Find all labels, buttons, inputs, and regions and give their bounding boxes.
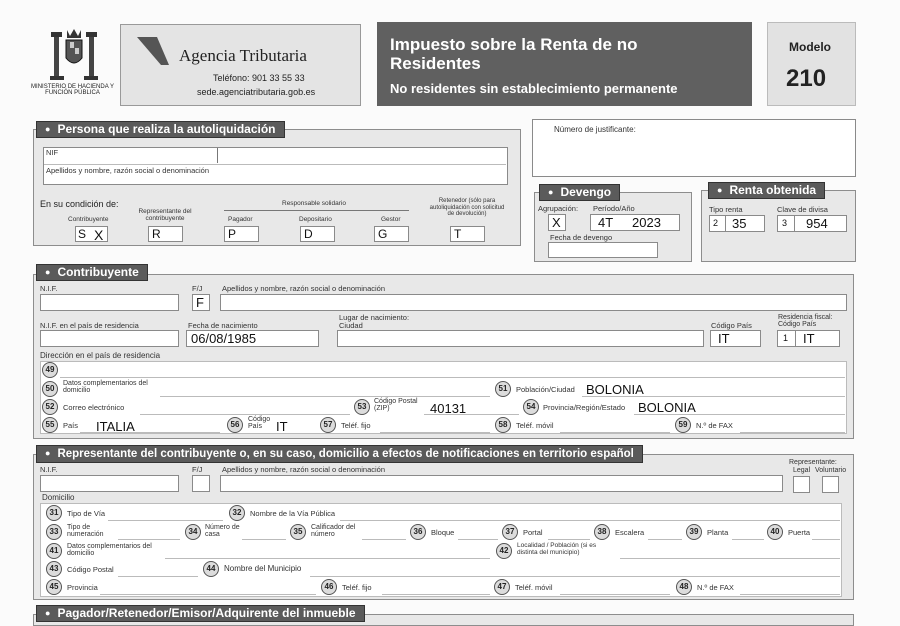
r-puerta-input[interactable] bbox=[812, 524, 840, 540]
c-cp-label: Código Postal (ZIP) bbox=[374, 398, 418, 413]
r-via-label: Tipo de Vía bbox=[67, 509, 106, 518]
r-nombre-via-input[interactable] bbox=[340, 505, 840, 521]
r-bloque-input[interactable] bbox=[458, 524, 498, 540]
gestor-code: G bbox=[378, 227, 388, 241]
r-portal-label: Portal bbox=[523, 528, 543, 537]
c-tfijo-label: Teléf. fijo bbox=[341, 421, 371, 430]
retenedor-code: T bbox=[454, 227, 462, 241]
badge-53: 53 bbox=[354, 399, 370, 415]
badge-57: 57 bbox=[320, 417, 336, 433]
r-legal-label: Legal bbox=[793, 467, 811, 474]
badge-54: 54 bbox=[523, 399, 539, 415]
agency-logo-icon bbox=[135, 33, 171, 69]
contribuyente-header: ● Contribuyente bbox=[36, 264, 148, 281]
c-provincia-value: BOLONIA bbox=[638, 400, 696, 415]
pagador-title: Pagador/Retenedor/Emisor/Adquirente del inmueble bbox=[57, 606, 356, 620]
divisa-value: 954 bbox=[806, 216, 828, 231]
r-tmovil-input[interactable] bbox=[560, 579, 670, 595]
depositario-label: Depositario bbox=[299, 216, 332, 223]
r-voluntario-checkbox[interactable] bbox=[822, 476, 839, 493]
c-codpais-label: Código País bbox=[248, 416, 271, 431]
r-voluntario-label: Voluntario bbox=[815, 467, 847, 474]
c-correo-label: Correo electrónico bbox=[63, 403, 125, 412]
persona-name-input[interactable] bbox=[44, 175, 506, 184]
form-title-line1: Impuesto sobre la Renta de no bbox=[390, 35, 638, 54]
badge-51: 51 bbox=[495, 381, 511, 397]
persona-header: ● Persona que realiza la autoliquidación bbox=[36, 121, 285, 138]
r-escalera-input[interactable] bbox=[648, 524, 682, 540]
r-escalera-label: Escalera bbox=[615, 528, 645, 537]
c-provincia-label: Provincia/Región/Estado bbox=[543, 403, 626, 412]
r-tipo-num-input[interactable] bbox=[118, 524, 180, 540]
c-birth-value: 06/08/1985 bbox=[191, 331, 257, 346]
r-tipo-num-label: Tipo de numeración bbox=[67, 524, 104, 539]
badge-46: 46 bbox=[321, 579, 337, 595]
badge-40: 40 bbox=[767, 524, 783, 540]
condicion-label: En su condición de: bbox=[40, 199, 119, 209]
agency-website: sede.agenciatributaria.gob.es bbox=[197, 87, 316, 97]
c-pais-label: País bbox=[63, 421, 79, 430]
c-tmovil-label: Teléf. móvil bbox=[516, 421, 554, 430]
c-residencia-sep bbox=[795, 330, 796, 347]
r-localidad-label: Localidad / Población (si es distinta del municipio) bbox=[517, 542, 597, 556]
r-portal-input[interactable] bbox=[548, 524, 590, 540]
badge-33: 33 bbox=[46, 524, 62, 540]
r-domicilio-label: Domicilio bbox=[42, 493, 75, 502]
c-city-input[interactable] bbox=[337, 330, 704, 347]
r-datos-input[interactable] bbox=[165, 543, 490, 559]
modelo-box bbox=[767, 22, 856, 106]
form-subtitle: No residentes sin establecimiento permanente bbox=[390, 81, 678, 96]
c-name-input[interactable] bbox=[220, 294, 847, 311]
badge-41: 41 bbox=[46, 543, 62, 559]
badge-58: 58 bbox=[495, 417, 511, 433]
ministry-text: MINISTERIO DE HACIENDA Y FUNCIÓN PÚBLICA bbox=[31, 84, 114, 97]
renta-header: ● Renta obtenida bbox=[708, 182, 825, 199]
contribuyente-label: Contribuyente bbox=[68, 216, 109, 223]
c-fax-input[interactable] bbox=[740, 417, 845, 433]
r-name-input[interactable] bbox=[220, 475, 783, 492]
badge-52: 52 bbox=[42, 399, 58, 415]
agency-box bbox=[120, 24, 361, 106]
r-via-input[interactable] bbox=[108, 505, 223, 521]
modelo-number: 210 bbox=[786, 65, 827, 92]
agency-name: Agencia Tributaria bbox=[179, 46, 307, 65]
renta-title: Renta obtenida bbox=[729, 183, 817, 197]
r-planta-input[interactable] bbox=[732, 524, 764, 540]
persona-title: Persona que realiza la autoliquidación bbox=[57, 122, 276, 136]
r-calif-label: Calificador del número bbox=[311, 524, 356, 539]
badge-37: 37 bbox=[502, 524, 518, 540]
form-title-line2: Residentes bbox=[390, 54, 481, 73]
r-legal-checkbox[interactable] bbox=[793, 476, 810, 493]
agrupacion-value: X bbox=[552, 215, 561, 230]
tipo-renta-sep bbox=[725, 215, 726, 232]
c-nif-input[interactable] bbox=[40, 294, 179, 311]
badge-55: 55 bbox=[42, 417, 58, 433]
c-name-label: Apellidos y nombre, razón social o denominación bbox=[222, 284, 386, 293]
r-provincia-label: Provincia bbox=[67, 583, 98, 592]
fecha-devengo-label: Fecha de devengo bbox=[550, 233, 613, 242]
r-tfijo-label: Teléf. fijo bbox=[342, 583, 372, 592]
c-place-label: Lugar de nacimiento: bbox=[339, 313, 410, 322]
r-fj-input[interactable] bbox=[192, 475, 210, 492]
representante-header: ● Representante del contribuyente o, en su caso, domicilio a efectos de notificaciones en territorio español bbox=[36, 445, 643, 463]
badge-36: 36 bbox=[410, 524, 426, 540]
r-name-label: Apellidos y nombre, razón social o denominación bbox=[222, 465, 386, 474]
modelo-label: Modelo bbox=[789, 40, 831, 54]
c-fj-label: F/J bbox=[192, 284, 203, 293]
c-direccion-label: Dirección en el país de residencia bbox=[40, 351, 161, 360]
badge-35: 35 bbox=[290, 524, 306, 540]
r-municipio-label: Nombre del Municipio bbox=[224, 564, 302, 573]
responsable-label: Responsable solidario bbox=[282, 200, 346, 207]
c-birth-label: Fecha de nacimiento bbox=[188, 321, 258, 330]
persona-divider bbox=[44, 164, 506, 165]
badge-45: 45 bbox=[46, 579, 62, 595]
representante-label: Representante del contribuyente bbox=[138, 208, 192, 223]
title-box bbox=[377, 22, 752, 106]
divisa-prefix: 3 bbox=[782, 218, 788, 228]
c-city-label: Ciudad bbox=[339, 321, 363, 330]
c-pais-value: ITALIA bbox=[96, 419, 135, 434]
badge-47: 47 bbox=[494, 579, 510, 595]
devengo-header: ● Devengo bbox=[539, 184, 620, 201]
r-datos-label: Datos complementarios del domicilio bbox=[67, 543, 152, 558]
r-tmovil-label: Teléf. móvil bbox=[515, 583, 553, 592]
agency-phone: Teléfono: 901 33 55 33 bbox=[213, 73, 305, 83]
r-localidad-input[interactable] bbox=[620, 543, 840, 559]
pagador-label: Pagador bbox=[228, 216, 253, 223]
tipo-renta-value: 35 bbox=[732, 216, 747, 231]
r-calif-input[interactable] bbox=[362, 524, 406, 540]
c-country-code-value: IT bbox=[718, 331, 730, 346]
representante-title: Representante del contribuyente o, en su caso, domicilio a efectos de notificaciones en territorio español bbox=[57, 448, 634, 460]
contribuyente-title: Contribuyente bbox=[57, 265, 139, 279]
r-rep-label: Representante: bbox=[789, 459, 837, 466]
devengo-title: Devengo bbox=[560, 185, 612, 199]
badge-44: 44 bbox=[203, 561, 219, 577]
tipo-renta-label: Tipo renta bbox=[709, 205, 743, 214]
c-cp-value: 40131 bbox=[430, 401, 467, 416]
representante-code: R bbox=[152, 227, 161, 241]
pagador-header: ● Pagador/Retenedor/Emisor/Adquirente del inmueble bbox=[36, 605, 365, 622]
c-fax-label: N.º de FAX bbox=[696, 421, 733, 430]
r-fax-input[interactable] bbox=[740, 579, 840, 595]
c-nif-res-input[interactable] bbox=[40, 330, 179, 347]
badge-49: 49 bbox=[42, 362, 58, 378]
badge-38: 38 bbox=[594, 524, 610, 540]
coat-of-arms-logo bbox=[40, 26, 108, 84]
year-value: 2023 bbox=[632, 215, 661, 230]
responsable-line bbox=[224, 210, 409, 211]
persona-nif-input[interactable] bbox=[68, 148, 218, 163]
badge-56: 56 bbox=[227, 417, 243, 433]
badge-50: 50 bbox=[42, 381, 58, 397]
r-puerta-label: Puerta bbox=[788, 528, 811, 537]
badge-42: 42 bbox=[496, 543, 512, 559]
r-planta-label: Planta bbox=[707, 528, 729, 537]
c-poblacion-label: Población/Ciudad bbox=[516, 385, 575, 394]
gestor-label: Gestor bbox=[381, 216, 401, 223]
r-fj-label: F/J bbox=[192, 465, 203, 474]
r-num-casa-input[interactable] bbox=[242, 524, 286, 540]
r-nif-input[interactable] bbox=[40, 475, 179, 492]
c-tmovil-input[interactable] bbox=[560, 417, 670, 433]
r-municipio-input[interactable] bbox=[310, 561, 840, 577]
r-fax-label: N.º de FAX bbox=[697, 583, 734, 592]
c-nif-label: N.I.F. bbox=[40, 284, 58, 293]
r-nombre-via-label: Nombre de la Vía Pública bbox=[250, 509, 336, 518]
c-correo-input[interactable] bbox=[140, 399, 350, 415]
r-cp-label: Código Postal bbox=[67, 565, 114, 574]
r-provincia-input[interactable] bbox=[100, 579, 316, 595]
periodo-value: 4T bbox=[598, 215, 614, 230]
badge-31: 31 bbox=[46, 505, 62, 521]
c-codpais-value: IT bbox=[276, 419, 288, 434]
c-nif-res-label: N.I.F. en el país de residencia bbox=[40, 321, 139, 330]
c-poblacion-value: BOLONIA bbox=[586, 382, 644, 397]
badge-32: 32 bbox=[229, 505, 245, 521]
retenedor-label: Retenedor (sólo para autoliquidación con solicitud de devolución) bbox=[429, 198, 505, 218]
c-tfijo-input[interactable] bbox=[380, 417, 490, 433]
periodo-label: Período/Año bbox=[593, 204, 635, 213]
badge-43: 43 bbox=[46, 561, 62, 577]
persona-name-label: Apellidos y nombre, razón social o denominación bbox=[46, 166, 210, 175]
badge-59: 59 bbox=[675, 417, 691, 433]
badge-34: 34 bbox=[185, 524, 201, 540]
pagador-code: P bbox=[228, 227, 237, 241]
r-tfijo-input[interactable] bbox=[382, 579, 490, 595]
c-country-code-label: Código País bbox=[711, 321, 752, 330]
c-datos-input[interactable] bbox=[160, 381, 490, 397]
agrupacion-label: Agrupación: bbox=[538, 204, 579, 213]
contribuyente-mark: X bbox=[94, 227, 104, 243]
fecha-devengo-field[interactable] bbox=[548, 242, 658, 258]
persona-nif-label: NIF bbox=[46, 148, 59, 157]
depositario-code: D bbox=[304, 227, 313, 241]
r-num-casa-label: Número de casa bbox=[205, 524, 240, 539]
c-residencia-prefix: 1 bbox=[783, 333, 789, 343]
r-bloque-label: Bloque bbox=[431, 528, 455, 537]
c-domicilio-input[interactable] bbox=[60, 362, 845, 378]
c-fj-value: F bbox=[196, 295, 204, 310]
c-residencia-value: IT bbox=[803, 331, 815, 346]
divisa-sep bbox=[794, 215, 795, 232]
c-datos-label: Datos complementarios del domicilio bbox=[63, 380, 148, 395]
contribuyente-code: S bbox=[78, 227, 87, 241]
tipo-renta-prefix: 2 bbox=[713, 218, 719, 228]
c-residencia-label: Residencia fiscal: Código País bbox=[778, 314, 833, 329]
r-cp-input[interactable] bbox=[118, 561, 198, 577]
badge-48: 48 bbox=[676, 579, 692, 595]
justificante-label: Número de justificante: bbox=[554, 125, 636, 134]
badge-39: 39 bbox=[686, 524, 702, 540]
divisa-label: Clave de divisa bbox=[777, 205, 828, 214]
r-nif-label: N.I.F. bbox=[40, 465, 58, 474]
